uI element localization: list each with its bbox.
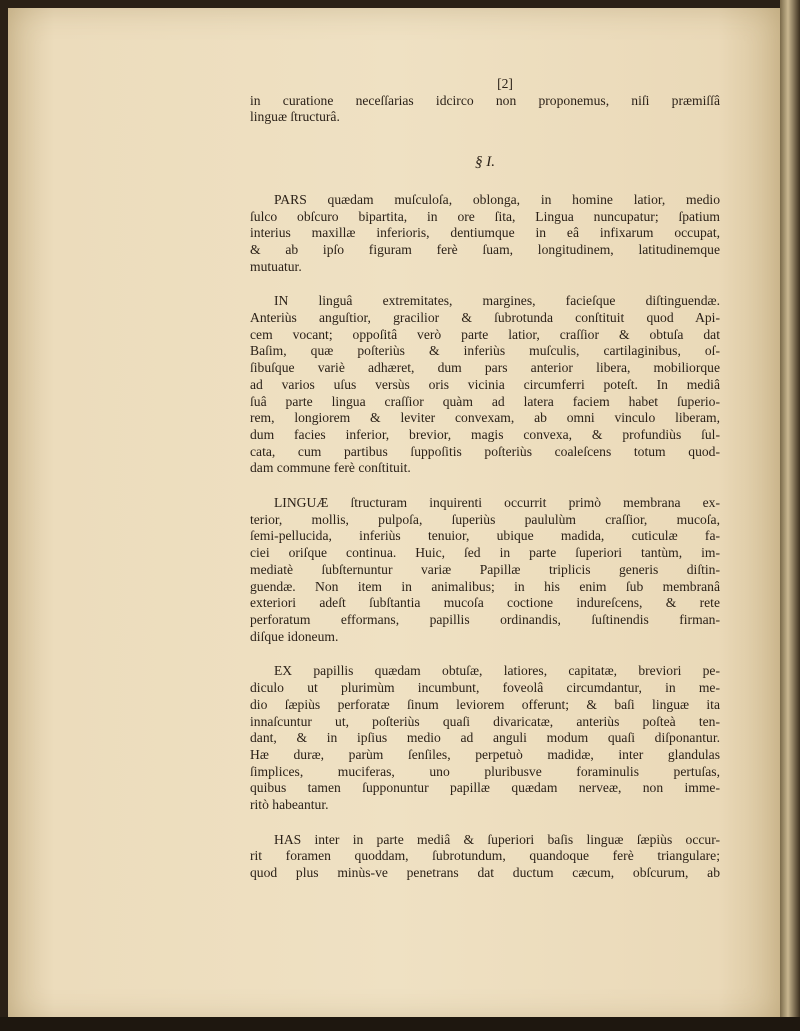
text-line: diculo ut plurimùm incumbunt, foveolâ circumdantur, in me- xyxy=(250,680,720,696)
text-line: mutuatur. xyxy=(250,258,302,274)
text-line: perforatum efformans, papillis ordinandis, ſuſtinendis firman- xyxy=(250,611,720,627)
text-line: ſemi-pellucida, inferiùs tenuior, ubique madida, cuticulæ fa- xyxy=(250,528,720,544)
text-line: IN linguâ extremitates, margines, facieſque diſtinguendæ. xyxy=(274,293,720,309)
book-edge xyxy=(780,0,800,1031)
paragraph-2 xyxy=(250,293,720,477)
text-line: PARS quædam muſculoſa, oblonga, in homine latior, medio xyxy=(274,191,720,207)
text-line: ritò habeantur. xyxy=(250,797,329,813)
text-line: cata, cum partibus ſuppoſitis poſteriùs coaleſcens totum quod- xyxy=(250,443,720,459)
text-line: rem, longiorem & leviter convexam, ab omni vinculo liberam, xyxy=(250,410,720,426)
text-line: dio ſæpiùs perforatæ ſinum leviorem offerunt; & baſi linguæ ita xyxy=(250,696,720,712)
text-line: HAS inter in parte mediâ & ſuperiori baſis linguæ ſæpiùs occur- xyxy=(274,831,720,847)
text-line: guendæ. Non item in animalibus; in his enim ſub membranâ xyxy=(250,578,720,594)
text-line: ſulco obſcuro bipartita, in ore ſita, Lingua nuncupatur; ſpatium xyxy=(250,208,720,224)
page-text xyxy=(250,76,720,900)
text-line: mediatè ſubſternuntur variæ Papillæ triplicis generis diſtin- xyxy=(250,561,720,577)
scan-border xyxy=(0,1017,800,1031)
text-line: diſque idoneum. xyxy=(250,628,339,644)
text-line: ciei oriſque continua. Huic, ſed in parte ſuperiori tantùm, im- xyxy=(250,545,720,561)
text-line: rit foramen quoddam, ſubrotundum, quandoque ferè triangulare; xyxy=(250,848,720,864)
text-line: quibus tamen ſupponuntur papillæ quædam nerveæ, non imme- xyxy=(250,780,720,796)
page-number: [2] xyxy=(497,76,513,91)
text-line: interius maxillæ inferioris, dentiumque in eâ infixarum occupat, xyxy=(250,225,720,241)
text-line: EX papillis quædam obtuſæ, latiores, capitatæ, breviori pe- xyxy=(274,663,720,679)
text-line: exteriori adeſt ſubſtantia mucoſa coctione indureſcens, & rete xyxy=(250,595,720,611)
text-line: ſuâ parte lingua craſſior quàm ad latera faciem habet ſuperio- xyxy=(250,393,720,409)
text-line: Baſim, quæ poſteriùs & inferiùs muſculis, cartilaginibus, oſ- xyxy=(250,343,720,359)
paragraph-5 xyxy=(250,832,720,882)
text-line: ſibuſque variè adhæret, dum pars anterior libera, mobiliorque xyxy=(250,360,720,376)
text-line: cem vocant; oppoſitâ verò parte latior, craſſior & obtuſa dat xyxy=(250,326,720,342)
paragraph-4 xyxy=(250,663,720,813)
text-line: dum facies inferior, brevior, magis convexa, & profundiùs ſul- xyxy=(250,426,720,442)
text-line: & ab ipſo figuram ferè ſuam, longitudinem, latitudinemque xyxy=(250,241,720,257)
paragraph-1 xyxy=(250,192,720,276)
intro-text xyxy=(250,93,720,126)
section-heading: § I. xyxy=(475,154,495,171)
text-line: linguæ ſtructurâ. xyxy=(250,109,340,125)
text-line: ad varios uſus versùs oris vicinia circumferri poteſt. In mediâ xyxy=(250,376,720,392)
text-line: Hæ duræ, parùm ſenſiles, perpetuò madidæ, inter glandulas xyxy=(250,746,720,762)
text-line: in curatione neceſſarias idcirco non proponemus, niſi præmiſſâ xyxy=(250,92,720,108)
paragraph-3 xyxy=(250,495,720,645)
text-line: dam commune ferè conſtituit. xyxy=(250,460,411,476)
text-line: dant, & in ipſius medio ad anguli modum quaſi diſponantur. xyxy=(250,730,720,746)
text-line: innaſcuntur ut, poſteriùs quaſi divaricatæ, anteriùs poſteà ten- xyxy=(250,713,720,729)
text-line: terior, mollis, pulpoſa, ſuperiùs paululùm craſſior, mucoſa, xyxy=(250,511,720,527)
text-line: quod plus minùs-ve penetrans dat ductum cæcum, obſcurum, ab xyxy=(250,865,720,881)
text-line: Anteriùs anguſtior, gracilior & ſubrotunda conſtituit quod Api- xyxy=(250,310,720,326)
text-line: ſimplices, muciferas, uno pluribusve foraminulis pertuſas, xyxy=(250,763,720,779)
text-line: LINGUÆ ſtructuram inquirenti occurrit primò membrana ex- xyxy=(274,495,720,511)
